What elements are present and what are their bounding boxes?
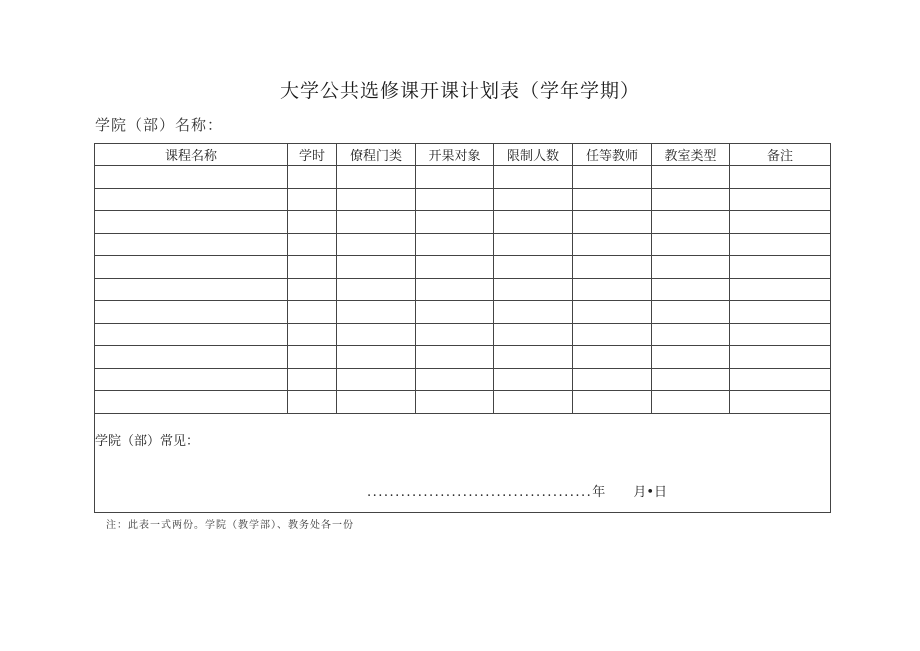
cell-target-students[interactable] bbox=[416, 188, 494, 211]
cell-hours[interactable] bbox=[288, 256, 337, 279]
cell-remarks[interactable] bbox=[730, 391, 831, 414]
cell-enrollment-limit[interactable] bbox=[494, 256, 573, 279]
cell-course-category[interactable] bbox=[337, 256, 416, 279]
signature-date-line bbox=[367, 481, 667, 500]
cell-hours[interactable] bbox=[288, 233, 337, 256]
cell-course-category[interactable] bbox=[337, 278, 416, 301]
table-row bbox=[95, 346, 831, 369]
cell-enrollment-limit[interactable] bbox=[494, 166, 573, 189]
cell-course-name[interactable] bbox=[95, 391, 288, 414]
cell-course-category[interactable] bbox=[337, 368, 416, 391]
cell-teacher[interactable] bbox=[573, 323, 652, 346]
cell-classroom-type[interactable] bbox=[652, 256, 730, 279]
header-enrollment-limit: 限制人数 bbox=[494, 144, 573, 166]
cell-classroom-type[interactable] bbox=[652, 368, 730, 391]
cell-enrollment-limit[interactable] bbox=[494, 211, 573, 234]
cell-teacher[interactable] bbox=[573, 278, 652, 301]
cell-target-students[interactable] bbox=[416, 166, 494, 189]
cell-enrollment-limit[interactable] bbox=[494, 323, 573, 346]
cell-remarks[interactable] bbox=[730, 233, 831, 256]
header-course-name: 课程名称 bbox=[95, 144, 288, 166]
cell-enrollment-limit[interactable] bbox=[494, 278, 573, 301]
cell-enrollment-limit[interactable] bbox=[494, 188, 573, 211]
cell-course-category[interactable] bbox=[337, 346, 416, 369]
table-row bbox=[95, 323, 831, 346]
cell-course-name[interactable] bbox=[95, 301, 288, 324]
cell-teacher[interactable] bbox=[573, 346, 652, 369]
cell-classroom-type[interactable] bbox=[652, 323, 730, 346]
opinion-label: 学院（部）常见： bbox=[95, 433, 200, 449]
cell-course-category[interactable] bbox=[337, 301, 416, 324]
table-row bbox=[95, 301, 831, 324]
cell-hours[interactable] bbox=[288, 368, 337, 391]
table-row bbox=[95, 256, 831, 279]
header-course-category: 僚程门类 bbox=[337, 144, 416, 166]
cell-enrollment-limit[interactable] bbox=[494, 301, 573, 324]
cell-course-category[interactable] bbox=[337, 323, 416, 346]
cell-classroom-type[interactable] bbox=[652, 278, 730, 301]
table-row bbox=[95, 233, 831, 256]
date-fill-dots: ........................................ bbox=[367, 484, 593, 500]
cell-enrollment-limit[interactable] bbox=[494, 346, 573, 369]
cell-target-students[interactable] bbox=[416, 323, 494, 346]
cell-target-students[interactable] bbox=[416, 368, 494, 391]
course-plan-table bbox=[94, 143, 831, 513]
cell-remarks[interactable] bbox=[730, 166, 831, 189]
table-row bbox=[95, 166, 831, 189]
cell-teacher[interactable] bbox=[573, 211, 652, 234]
table-row bbox=[95, 211, 831, 234]
header-hours: 学时 bbox=[288, 144, 337, 166]
cell-classroom-type[interactable] bbox=[652, 211, 730, 234]
cell-classroom-type[interactable] bbox=[652, 233, 730, 256]
cell-remarks[interactable] bbox=[730, 301, 831, 324]
cell-target-students[interactable] bbox=[416, 211, 494, 234]
cell-enrollment-limit[interactable] bbox=[494, 368, 573, 391]
department-name-label: 学院（部）名称： bbox=[95, 116, 224, 134]
cell-enrollment-limit[interactable] bbox=[494, 233, 573, 256]
opinion-row bbox=[95, 413, 831, 512]
header-remarks: 备注 bbox=[730, 144, 831, 166]
cell-course-name[interactable] bbox=[95, 256, 288, 279]
cell-remarks[interactable] bbox=[730, 256, 831, 279]
footnote: 注：此表一式两份。学院（教学部）、教务处各一份 bbox=[106, 520, 354, 531]
cell-classroom-type[interactable] bbox=[652, 188, 730, 211]
cell-teacher[interactable] bbox=[573, 166, 652, 189]
cell-hours[interactable] bbox=[288, 166, 337, 189]
cell-teacher[interactable] bbox=[573, 188, 652, 211]
cell-target-students[interactable] bbox=[416, 256, 494, 279]
cell-remarks[interactable] bbox=[730, 368, 831, 391]
cell-hours[interactable] bbox=[288, 346, 337, 369]
cell-course-name[interactable] bbox=[95, 211, 288, 234]
opinion-cell[interactable] bbox=[95, 413, 831, 512]
cell-target-students[interactable] bbox=[416, 346, 494, 369]
cell-course-name[interactable] bbox=[95, 233, 288, 256]
cell-classroom-type[interactable] bbox=[652, 391, 730, 414]
cell-remarks[interactable] bbox=[730, 211, 831, 234]
cell-remarks[interactable] bbox=[730, 278, 831, 301]
cell-hours[interactable] bbox=[288, 391, 337, 414]
header-teacher: 任等教师 bbox=[573, 144, 652, 166]
cell-target-students[interactable] bbox=[416, 391, 494, 414]
cell-teacher[interactable] bbox=[573, 391, 652, 414]
cell-course-category[interactable] bbox=[337, 211, 416, 234]
cell-classroom-type[interactable] bbox=[652, 166, 730, 189]
cell-hours[interactable] bbox=[288, 188, 337, 211]
cell-course-category[interactable] bbox=[337, 188, 416, 211]
header-target-students: 开果对象 bbox=[416, 144, 494, 166]
cell-course-category[interactable] bbox=[337, 166, 416, 189]
cell-target-students[interactable] bbox=[416, 233, 494, 256]
table-row bbox=[95, 188, 831, 211]
cell-target-students[interactable] bbox=[416, 301, 494, 324]
cell-classroom-type[interactable] bbox=[652, 301, 730, 324]
cell-course-category[interactable] bbox=[337, 233, 416, 256]
header-classroom-type: 教室类型 bbox=[652, 144, 730, 166]
cell-course-name[interactable] bbox=[95, 278, 288, 301]
cell-remarks[interactable] bbox=[730, 323, 831, 346]
cell-classroom-type[interactable] bbox=[652, 346, 730, 369]
table-row bbox=[95, 278, 831, 301]
cell-teacher[interactable] bbox=[573, 256, 652, 279]
cell-teacher[interactable] bbox=[573, 233, 652, 256]
cell-course-name[interactable] bbox=[95, 368, 288, 391]
table-row bbox=[95, 368, 831, 391]
cell-course-name[interactable] bbox=[95, 346, 288, 369]
cell-teacher[interactable] bbox=[573, 301, 652, 324]
cell-hours[interactable] bbox=[288, 278, 337, 301]
cell-target-students[interactable] bbox=[416, 278, 494, 301]
cell-remarks[interactable] bbox=[730, 346, 831, 369]
cell-remarks[interactable] bbox=[730, 188, 831, 211]
cell-course-category[interactable] bbox=[337, 391, 416, 414]
cell-teacher[interactable] bbox=[573, 368, 652, 391]
table-header-row bbox=[95, 144, 831, 166]
form-title: 大学公共选修课开课计划表（学年学期） bbox=[279, 80, 640, 102]
cell-hours[interactable] bbox=[288, 211, 337, 234]
cell-course-name[interactable] bbox=[95, 166, 288, 189]
date-month-day-label: 月•日 bbox=[633, 484, 667, 500]
cell-course-name[interactable] bbox=[95, 188, 288, 211]
cell-hours[interactable] bbox=[288, 301, 337, 324]
cell-hours[interactable] bbox=[288, 323, 337, 346]
date-year-label: 年 bbox=[592, 484, 606, 500]
cell-enrollment-limit[interactable] bbox=[494, 391, 573, 414]
table-row bbox=[95, 391, 831, 414]
cell-course-name[interactable] bbox=[95, 323, 288, 346]
